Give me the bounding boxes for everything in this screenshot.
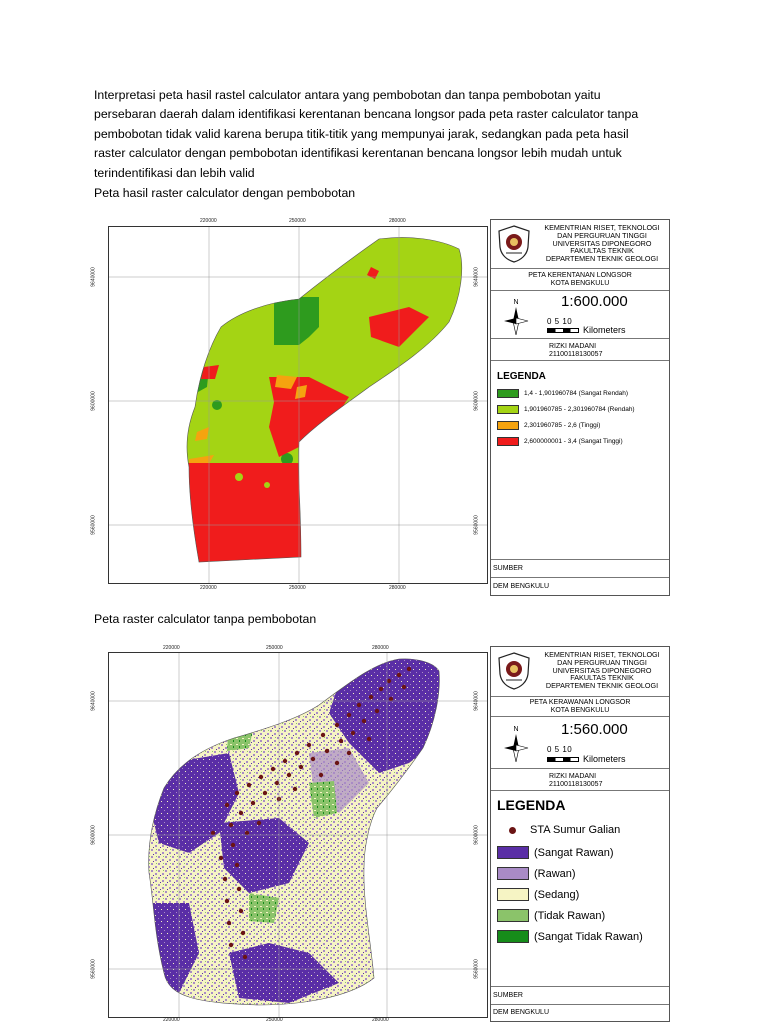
map2-y-tick-right: 9560000 bbox=[473, 959, 480, 979]
paragraph-line: pembobotan tidak valid karena berupa titik-titik yang mempunyai jarak, sedangkan pada peta hasil bbox=[94, 126, 629, 141]
legend-item bbox=[497, 846, 614, 859]
legend-block bbox=[491, 361, 669, 560]
scale-bar bbox=[547, 757, 579, 762]
legend-swatch bbox=[497, 888, 529, 901]
north-arrow-icon bbox=[501, 297, 531, 335]
scale-ratio: 1:600.000 bbox=[561, 293, 628, 310]
scale-numbers: 0 5 10 bbox=[547, 317, 573, 326]
map-subtitle: KOTA BENGKULU bbox=[550, 280, 610, 287]
map1-y-tick-right: 9640000 bbox=[473, 267, 480, 287]
map-title: PETA KERAWANAN LONGSOR bbox=[529, 699, 631, 706]
legend-label: (Sangat Rawan) bbox=[534, 846, 614, 859]
scale-unit: Kilometers bbox=[583, 754, 626, 764]
legend-label: (Tidak Rawan) bbox=[534, 909, 606, 922]
legend-item bbox=[497, 389, 628, 398]
legend-label: 1,901960785 - 2,301960784 (Rendah) bbox=[524, 406, 635, 413]
legend-swatch bbox=[497, 437, 519, 446]
institution-line: DEPARTEMEN TEKNIK GEOLOGI bbox=[545, 681, 659, 691]
map1-x-tick-top: 220000 bbox=[200, 218, 217, 224]
map2-x-tick-top: 220000 bbox=[163, 645, 180, 651]
map1-x-tick-top: 250000 bbox=[289, 218, 306, 224]
north-label: N bbox=[513, 299, 519, 306]
legend-label: STA Sumur Galian bbox=[530, 824, 621, 836]
source-label: SUMBER bbox=[493, 992, 523, 999]
map2-y-tick-right: 9640000 bbox=[473, 691, 480, 711]
map1-x-tick-bottom: 250000 bbox=[289, 585, 306, 591]
institution-text bbox=[537, 224, 667, 263]
scale-block bbox=[491, 291, 669, 339]
map1-heading: Peta hasil raster calculator dengan pembobotan bbox=[94, 186, 356, 200]
legend-title: LEGENDA bbox=[497, 797, 566, 813]
institution-line: DAN PERGURUAN TINGGI bbox=[557, 657, 647, 667]
map1-y-tick: 9560000 bbox=[90, 515, 97, 535]
map2-heading: Peta raster calculator tanpa pembobotan bbox=[94, 612, 317, 626]
map-title: PETA KERENTANAN LONGSOR bbox=[528, 272, 632, 279]
map1-y-tick-right: 9600000 bbox=[473, 391, 480, 411]
source-value: DEM BENGKULU bbox=[493, 583, 550, 590]
legend-label: (Rawan) bbox=[534, 867, 576, 880]
map2-x-tick-bottom: 220000 bbox=[163, 1017, 180, 1023]
institution-line: DEPARTEMEN TEKNIK GEOLOGI bbox=[545, 254, 659, 264]
scale-bar bbox=[547, 328, 579, 333]
legend-item bbox=[497, 867, 576, 880]
map2-canvas bbox=[109, 653, 487, 1017]
paragraph-line: raster calculator dengan pembobotan identifikasi kerentanan bencana longsor lebih mudah untuk bbox=[94, 146, 622, 161]
map1-x-tick-bottom: 280000 bbox=[389, 585, 406, 591]
map2-x-tick-top: 250000 bbox=[266, 645, 283, 651]
institution-line: UNIVERSITAS DIPONEGORO bbox=[552, 238, 652, 248]
institution-line: FAKULTAS TEKNIK bbox=[570, 246, 634, 256]
source-label-row bbox=[491, 987, 669, 1005]
legend-swatch bbox=[497, 930, 529, 943]
map2-legend-panel bbox=[490, 646, 670, 1022]
map2-x-tick-bottom: 250000 bbox=[266, 1017, 283, 1023]
institution-line: KEMENTRIAN RISET, TEKNOLOGI bbox=[544, 650, 660, 659]
north-label: N bbox=[513, 726, 519, 733]
author-block bbox=[491, 769, 669, 791]
scale-unit: Kilometers bbox=[583, 325, 626, 335]
scale-numbers: 0 5 10 bbox=[547, 745, 573, 754]
legend-label: (Sedang) bbox=[534, 888, 580, 901]
map2-y-tick: 9600000 bbox=[90, 825, 97, 845]
legend-swatch bbox=[497, 421, 519, 430]
map2-x-tick-bottom: 280000 bbox=[372, 1017, 389, 1023]
scale-ratio: 1:560.000 bbox=[561, 721, 628, 738]
source-value: DEM BENGKULU bbox=[493, 1009, 550, 1016]
source-value-row bbox=[491, 1005, 669, 1022]
legend-swatch bbox=[497, 405, 519, 414]
map1-x-tick-bottom: 220000 bbox=[200, 585, 217, 591]
map2-y-tick: 9640000 bbox=[90, 691, 97, 711]
institution-line: UNIVERSITAS DIPONEGORO bbox=[552, 665, 652, 675]
map2-y-tick: 9560000 bbox=[90, 959, 97, 979]
map-subtitle: KOTA BENGKULU bbox=[550, 707, 610, 714]
map-title-block bbox=[491, 697, 669, 717]
point-marker-icon bbox=[509, 827, 516, 834]
legend-swatch bbox=[497, 909, 529, 922]
scale-block bbox=[491, 717, 669, 769]
map1-canvas bbox=[109, 227, 487, 583]
map1-y-tick: 9640000 bbox=[90, 267, 97, 287]
university-seal-icon bbox=[497, 225, 531, 263]
legend-point-item bbox=[509, 824, 620, 836]
author-name: RIZKI MADANI bbox=[549, 343, 597, 350]
map2-y-tick-right: 9600000 bbox=[473, 825, 480, 845]
source-value-row bbox=[491, 578, 669, 596]
map1-y-tick-right: 9560000 bbox=[473, 515, 480, 535]
paragraph-line: persebaran daerah dalam identifikasi kerentanan bencana longsor pada peta raster calculator tanpa bbox=[94, 107, 639, 122]
legend-label: (Sangat Tidak Rawan) bbox=[534, 930, 643, 943]
legend-swatch bbox=[497, 867, 529, 880]
legend-block bbox=[491, 791, 669, 987]
source-label-row bbox=[491, 560, 669, 578]
map1-frame bbox=[108, 226, 488, 584]
institution-line: DAN PERGURUAN TINGGI bbox=[557, 230, 647, 240]
author-name: RIZKI MADANI bbox=[549, 773, 597, 780]
legend-item bbox=[497, 437, 623, 446]
institution-block bbox=[491, 647, 669, 697]
paragraph-line: Interpretasi peta hasil rastel calculator antara yang pembobotan dan tanpa pembobotan yaitu bbox=[94, 88, 601, 102]
author-id: 21100118130057 bbox=[549, 351, 603, 358]
institution-line: KEMENTRIAN RISET, TEKNOLOGI bbox=[544, 223, 660, 232]
map1-x-tick-top: 280000 bbox=[389, 218, 406, 224]
legend-item bbox=[497, 405, 635, 414]
legend-item bbox=[497, 421, 600, 430]
legend-item bbox=[497, 930, 643, 943]
map-title-block bbox=[491, 269, 669, 291]
university-seal-icon bbox=[497, 652, 531, 690]
legend-swatch bbox=[497, 846, 529, 859]
author-id: 21100118130057 bbox=[549, 781, 603, 788]
legend-label: 2,600000001 - 3,4 (Sangat Tinggi) bbox=[524, 438, 623, 445]
legend-item bbox=[497, 909, 605, 922]
map1-legend-panel bbox=[490, 219, 670, 596]
institution-line: FAKULTAS TEKNIK bbox=[570, 673, 634, 683]
map2-x-tick-top: 280000 bbox=[372, 645, 389, 651]
legend-title: LEGENDA bbox=[497, 371, 546, 382]
institution-block bbox=[491, 220, 669, 269]
source-label: SUMBER bbox=[493, 565, 523, 572]
map1-y-tick: 9600000 bbox=[90, 391, 97, 411]
author-block bbox=[491, 339, 669, 361]
institution-text bbox=[537, 651, 667, 690]
map2-frame bbox=[108, 652, 488, 1018]
legend-label: 1,4 - 1,901960784 (Sangat Rendah) bbox=[524, 390, 629, 397]
north-arrow-icon bbox=[501, 724, 531, 762]
legend-label: 2,301960785 - 2,6 (Tinggi) bbox=[524, 422, 601, 429]
paragraph-line: terindentifikasi dan lebih valid bbox=[94, 165, 255, 180]
legend-item bbox=[497, 888, 579, 901]
map1-raster bbox=[109, 227, 487, 583]
legend-swatch bbox=[497, 389, 519, 398]
interpretation-paragraph bbox=[94, 86, 684, 183]
